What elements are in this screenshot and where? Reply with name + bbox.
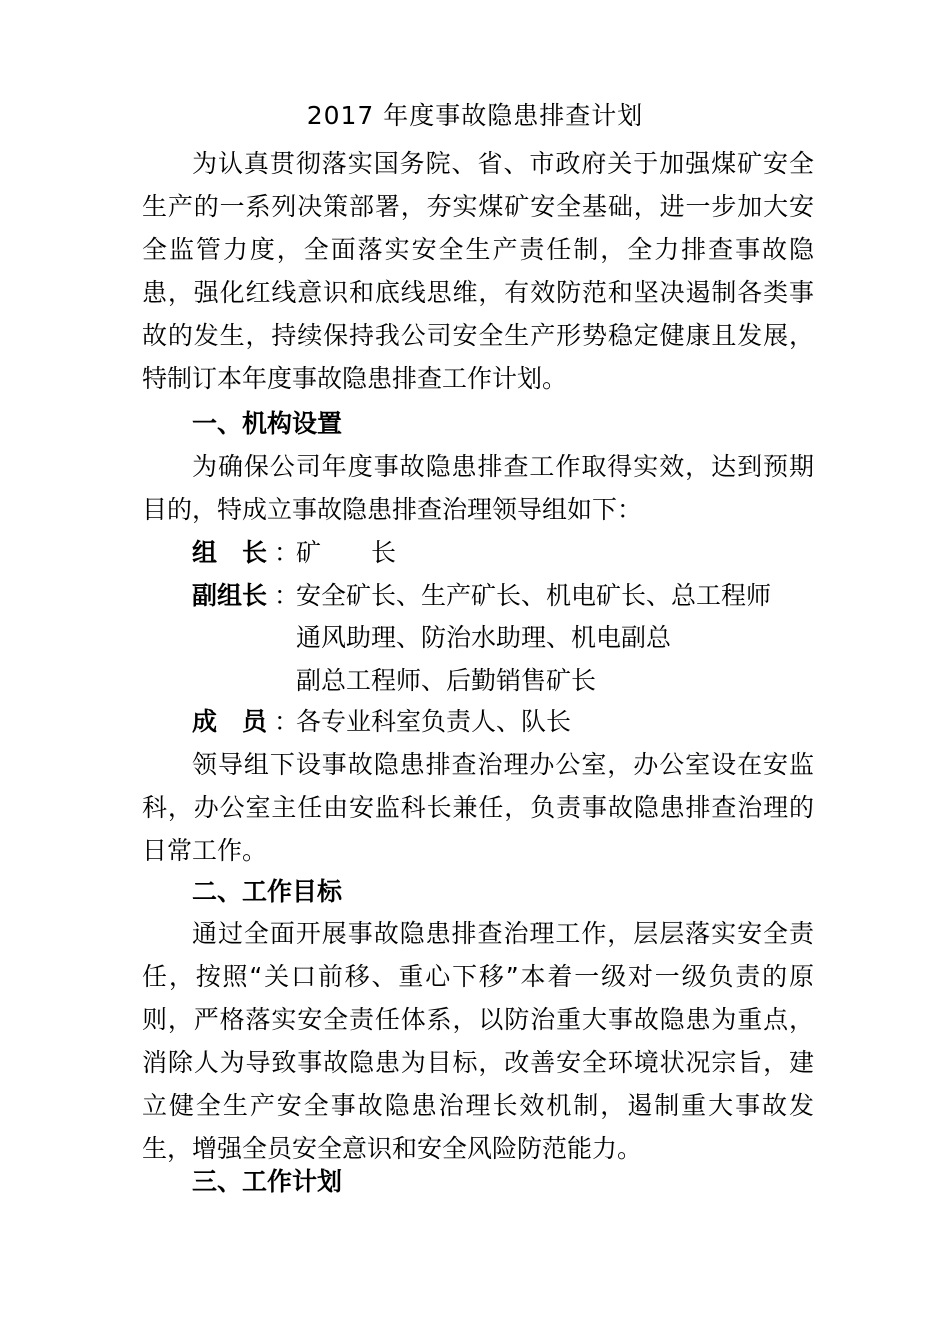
section-heading-organization: 一、机构设置 bbox=[192, 409, 343, 438]
role-value: 矿 长 bbox=[296, 538, 397, 567]
role-colon: ： bbox=[274, 581, 300, 610]
role-label: 副组长 bbox=[192, 581, 268, 610]
role-value: 各专业科室负责人、队长 bbox=[296, 707, 572, 736]
deputy-continuation-line: 通风助理、防治水助理、机电副总 bbox=[296, 623, 672, 652]
intro-paragraph: 为认真贯彻落实国务院、省、市政府关于加强煤矿安全生产的一系列决策部署，夯实煤矿安全基础，进一步加大安全监管力度，全面落实安全生产责任制，全力排查事故隐患，强化红线意识和底线思维，有效防范和坚决遏制各类事故的发生，持续保持我公司安全生产形势稳定健康且发展，特制订本年度事故隐患排查工作计划。 bbox=[142, 149, 814, 393]
deputy-continuation-line: 副总工程师、后勤销售矿长 bbox=[296, 666, 597, 695]
role-value: 安全矿长、生产矿长、机电矿长、总工程师 bbox=[296, 581, 772, 610]
role-row-members bbox=[192, 700, 571, 743]
role-colon: ： bbox=[274, 707, 300, 736]
office-paragraph: 领导组下设事故隐患排查治理办公室，办公室设在安监科，办公室主任由安监科长兼任，负责事故隐患排查治理的日常工作。 bbox=[142, 750, 814, 865]
role-colon: ： bbox=[274, 538, 300, 567]
organization-paragraph: 为确保公司年度事故隐患排查工作取得实效，达到预期目的，特成立事故隐患排查治理领导组如下： bbox=[142, 452, 814, 524]
role-label: 组 长 bbox=[192, 538, 268, 567]
section-heading-plan: 三、工作计划 bbox=[192, 1167, 343, 1196]
role-row-leader bbox=[192, 531, 396, 574]
role-row-deputy-leader bbox=[192, 574, 771, 617]
document-title: 2017 年度事故隐患排查计划 bbox=[306, 101, 644, 130]
role-label: 成 员 bbox=[192, 707, 268, 736]
section-heading-goals: 二、工作目标 bbox=[192, 877, 343, 906]
goals-paragraph: 通过全面开展事故隐患排查治理工作，层层落实安全责任，按照“关口前移、重心下移”本着一级对一级负责的原则，严格落实安全责任体系，以防治重大事故隐患为重点，消除人为导致事故隐患为目标，改善安全环境状况宗旨，建立健全生产安全事故隐患治理长效机制，遏制重大事故发生，增强全员安全意识和安全风险防范能力。 bbox=[142, 919, 814, 1163]
